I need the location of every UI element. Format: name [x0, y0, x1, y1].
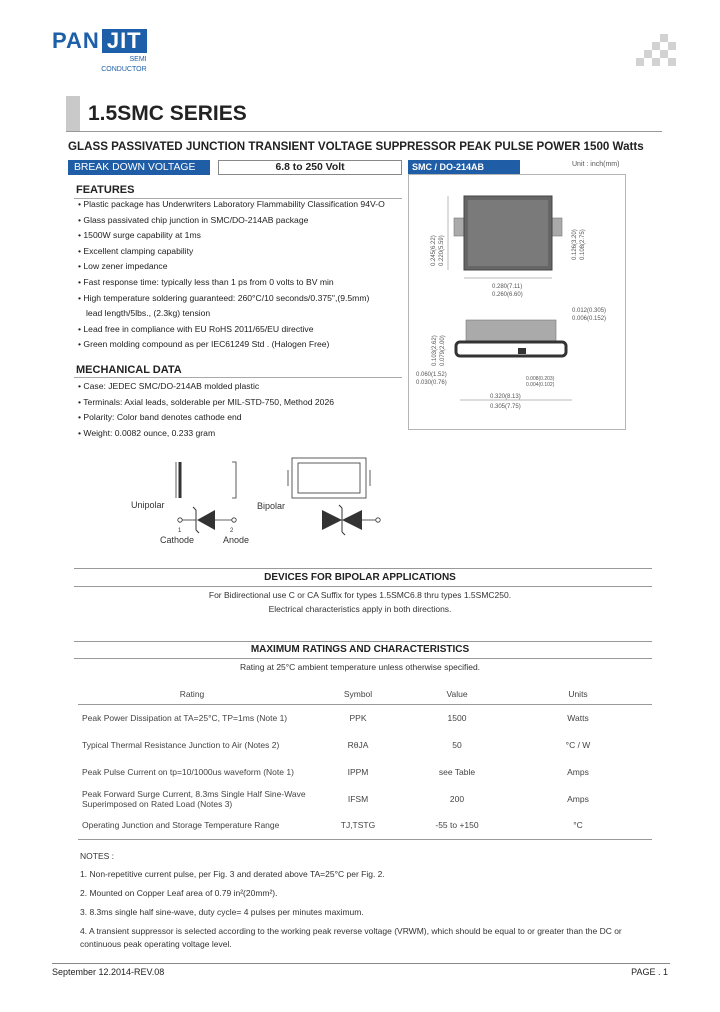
panjit-logo: [52, 28, 147, 74]
ratings-table: [78, 684, 652, 840]
cell-rating: Peak Power Dissipation at TA=25°C, TP=1ms (Note 1): [82, 712, 288, 723]
bipolar-diode-icon: [322, 505, 380, 535]
header-rating: Rating: [78, 684, 306, 704]
mechanical-item: • Case: JEDEC SMC/DO-214AB molded plastic: [78, 381, 260, 391]
package-leads-side: [456, 342, 566, 356]
cell-value: 200: [449, 793, 465, 804]
footer-rule: [52, 963, 670, 964]
package-body-top-face: [468, 200, 548, 266]
series-header: [66, 96, 662, 132]
table-row: [78, 704, 652, 731]
bipolar-package-icon: [288, 458, 370, 498]
product-headline: GLASS PASSIVATED JUNCTION TRANSIENT VOLTAGE SUPPRESSOR PEAK PULSE POWER 1500 Watts: [68, 140, 644, 153]
unipolar-package-icon: [176, 462, 236, 498]
ratings-subtitle: Rating at 25°C ambient temperature unless otherwise specified.: [239, 662, 481, 672]
logo-sub-semi: SEMI: [129, 56, 147, 63]
table-row: [78, 758, 652, 785]
note-2: 2. Mounted on Copper Leaf area of 0.79 in²(20mm²).: [80, 888, 278, 898]
cell-units: Amps: [567, 793, 589, 804]
cell-units: °C: [504, 812, 652, 839]
series-bar: [66, 96, 80, 132]
features-item: • Excellent clamping capability: [78, 245, 194, 256]
mechanical-list: [78, 379, 408, 441]
notes-title: NOTES :: [80, 851, 115, 861]
dim-body-height-bot: 0.079(2.00): [440, 335, 446, 366]
features-item: • Low zener impedance: [78, 261, 168, 272]
cell-units: °C / W: [565, 739, 591, 750]
bipolar-line-1: For Bidirectional use C or CA Suffix for types 1.5SMC6.8 thru types 1.5SMC250.: [208, 590, 512, 600]
dim-length-bot: 0.260(6.60): [492, 292, 523, 298]
cell-rating: Typical Thermal Resistance Junction to Air (Notes 2): [82, 739, 280, 750]
ratings-bottom-rule: [74, 658, 652, 659]
cell-symbol: TJ,TSTG: [306, 812, 410, 839]
bipolar-title: DEVICES FOR BIPOLAR APPLICATIONS: [264, 572, 456, 583]
decorative-dots: [636, 34, 676, 68]
cell-rating: Peak Pulse Current on tp=10/1000us waveform (Note 1): [82, 766, 294, 777]
cell-symbol: RθJA: [347, 739, 369, 750]
series-underline: [66, 131, 662, 132]
package-label: SMC / DO-214AB: [408, 160, 520, 174]
features-list: [78, 197, 408, 353]
dim-body-height-top: 0.103(2.62): [432, 335, 438, 366]
features-item: • Lead free in compliance with EU RoHS 2011/65/EU directive: [78, 323, 314, 334]
dim-width-top: 0.126(3.20): [572, 229, 578, 260]
ratings-header-row: [78, 684, 652, 704]
dim-length-top: 0.280(7.11): [492, 284, 523, 290]
unipolar-diode-icon: [178, 507, 236, 533]
dim-overall-top: 0.320(8.13): [490, 394, 521, 400]
mechanical-item: • Terminals: Axial leads, solderable per MIL-STD-750, Method 2026: [78, 396, 335, 407]
header-symbol: Symbol: [306, 684, 410, 704]
unipolar-label: Unipolar: [131, 500, 165, 510]
bipolar-label: Bipolar: [257, 501, 286, 511]
breakdown-voltage-label: BREAK DOWN VOLTAGE: [68, 160, 210, 175]
dim-gap-top: 0.008(0.203): [526, 376, 555, 382]
cell-rating: Operating Junction and Storage Temperature Range: [78, 812, 306, 839]
dim-width-bot: 0.108(2.75): [580, 229, 586, 260]
features-item: • High temperature soldering guaranteed: 260°C/10 seconds/0.375",(9.5mm): [78, 292, 370, 303]
table-row: [78, 731, 652, 758]
dim-overall-bot: 0.305(7.75): [490, 404, 521, 410]
cathode-label: Cathode: [160, 535, 195, 545]
cell-units: Amps: [567, 766, 589, 777]
note-3: 3. 8.3ms single half sine-wave, duty cycle= 4 pulses per minutes maximum.: [80, 907, 364, 917]
mechanical-rule: [74, 377, 402, 378]
pin-2-label: 2: [230, 528, 234, 534]
bipolar-bottom-rule: [74, 586, 652, 587]
features-title: FEATURES: [76, 184, 135, 196]
bipolar-top-rule: [74, 568, 652, 569]
dim-thickness-bot: 0.006(0.152): [572, 316, 607, 322]
cell-value: 50: [452, 739, 462, 750]
header-units: Units: [504, 684, 652, 704]
breakdown-voltage-value: 6.8 to 250 Volt: [218, 160, 402, 175]
logo-pan-text: PAN: [52, 28, 100, 53]
cell-units: Watts: [567, 712, 589, 723]
note-1: 1. Non-repetitive current pulse, per Fig. 3 and derated above TA=25°C per Fig. 2.: [80, 869, 385, 879]
dim-height-bot: 0.220(5.59): [439, 235, 445, 266]
logo-jit-text: JIT: [102, 29, 147, 53]
table-row: [78, 812, 652, 839]
logo-sub-conductor: CONDUCTOR: [101, 66, 147, 73]
cell-symbol: IPPM: [347, 766, 369, 777]
package-unit: Unit : inch(mm): [572, 161, 620, 168]
cell-symbol: IFSM: [347, 793, 369, 804]
ratings-title: MAXIMUM RATINGS AND CHARACTERISTICS: [250, 644, 470, 655]
cell-rating: Peak Forward Surge Current, 8.3ms Single Half Sine-Wave Superimposed on Rated Load (Notes 3): [82, 788, 306, 809]
features-item: • Fast response time: typically less than 1 ps from 0 volts to BV min: [78, 276, 334, 287]
anode-label: Anode: [223, 535, 250, 545]
ratings-top-rule: [74, 641, 652, 642]
table-row: [78, 785, 652, 812]
dim-thickness-top: 0.012(0.305): [572, 308, 607, 314]
cell-value: -55 to +150: [410, 812, 504, 839]
pin-1-label: 1: [178, 528, 182, 534]
mechanical-item: • Weight: 0.0082 ounce, 0.233 gram: [78, 427, 216, 438]
package-cathode-mark: [518, 348, 526, 354]
features-item: • Green molding compound as per IEC61249 Std . (Halogen Free): [78, 339, 330, 350]
note-4: 4. A transient suppressor is selected according to the working peak reverse voltage (VRWM), which should be equal to or greater than the DC or continuous peak operating voltage level.: [80, 926, 622, 949]
features-item: • Plastic package has Underwriters Laboratory Flammability Classification 94V-O: [78, 199, 385, 209]
dim-lead-bot: 0.030(0.76): [416, 380, 447, 386]
features-item: lead length/5lbs., (2.3kg) tension: [86, 308, 211, 319]
header-value: Value: [410, 684, 504, 704]
footer-page: PAGE . 1: [631, 967, 668, 977]
dim-gap-bot: 0.004(0.102): [526, 382, 555, 388]
features-item: • Glass passivated chip junction in SMC/DO-214AB package: [78, 214, 309, 225]
mechanical-item: • Polarity: Color band denotes cathode end: [78, 412, 242, 423]
dim-lead-top: 0.060(1.52): [416, 372, 447, 378]
footer-date-rev: September 12.2014-REV.08: [52, 967, 165, 977]
package-outline-drawing: [408, 174, 626, 430]
mechanical-title: MECHANICAL DATA: [76, 364, 182, 376]
cell-value: 1500: [447, 712, 467, 723]
dim-height-top: 0.245(6.22): [431, 235, 437, 266]
polarity-symbols: [120, 450, 400, 550]
cell-symbol: PPK: [349, 712, 367, 723]
features-item: • 1500W surge capability at 1ms: [78, 230, 201, 241]
series-title: 1.5SMC SERIES: [88, 102, 247, 125]
cell-value: see Table: [438, 766, 476, 777]
bipolar-line-2: Electrical characteristics apply in both directions.: [268, 604, 452, 614]
